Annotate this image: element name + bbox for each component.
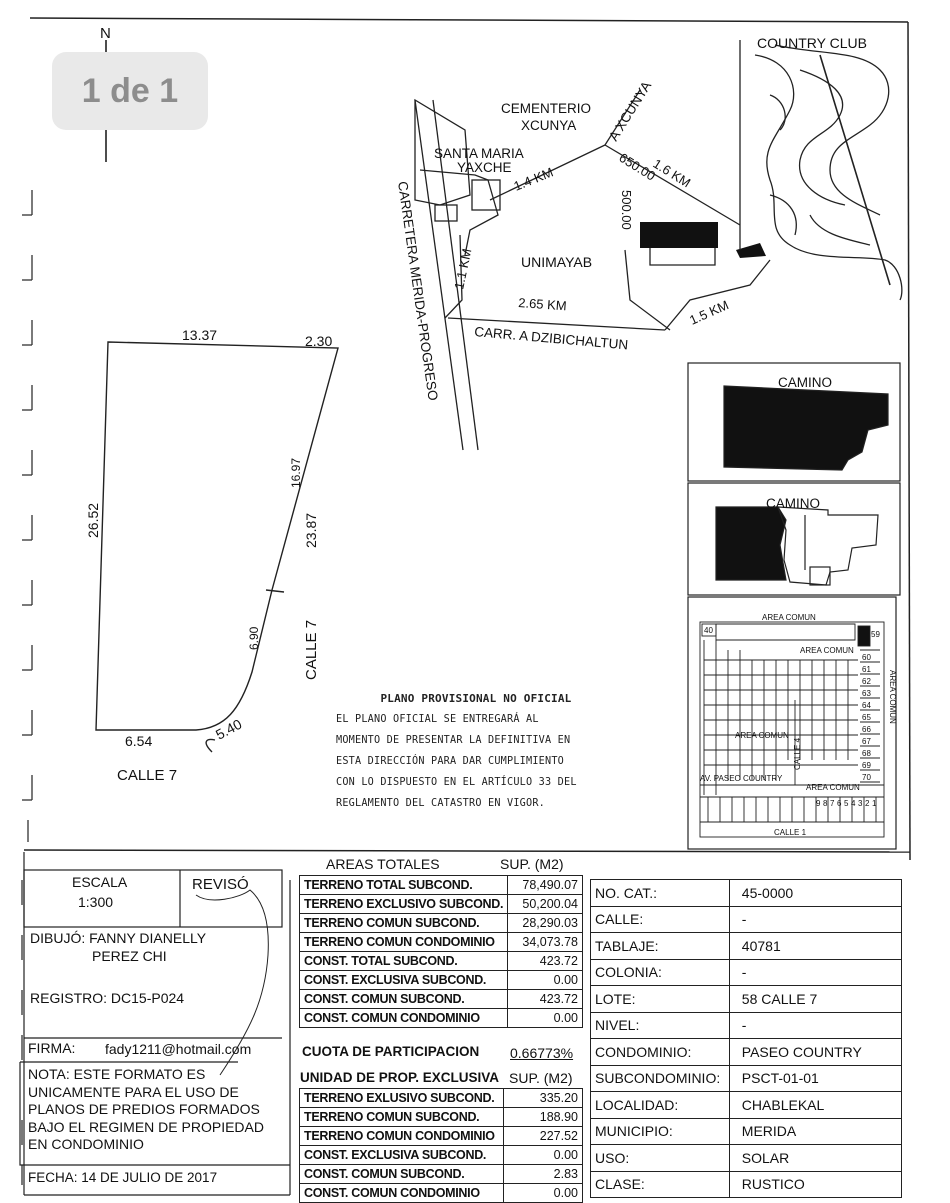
calle-4-label: CALLE 4 <box>793 737 802 770</box>
condo-lot-number: 60 <box>862 653 871 662</box>
street-label-bottom: CALLE 7 <box>117 767 178 784</box>
a-xcunya-label: A XCUNYA <box>605 78 655 144</box>
table-row <box>300 1127 583 1146</box>
unidad-value: 0.00 <box>504 1184 583 1203</box>
unidad-label: CONST. COMUN SUBCOND. <box>300 1165 504 1184</box>
distance-11km: 1.1 KM <box>451 247 475 291</box>
table-row <box>300 971 583 990</box>
catastro-key: USO: <box>591 1145 730 1172</box>
areas-totales-title: AREAS TOTALES <box>326 856 440 872</box>
unidad-title: UNIDAD DE PROP. EXCLUSIVA <box>300 1070 500 1085</box>
catastro-table <box>590 879 902 1198</box>
area-value: 50,200.04 <box>508 895 583 914</box>
calle-1-label: CALLE 1 <box>774 828 807 837</box>
table-row <box>300 876 583 895</box>
area-value: 423.72 <box>508 990 583 1009</box>
condo-lot-number: 8 <box>823 799 828 808</box>
condo-lot-number: 63 <box>862 689 871 698</box>
catastro-key: CLASE: <box>591 1171 730 1198</box>
catastro-key: SUBCONDOMINIO: <box>591 1065 730 1092</box>
catastro-value: - <box>729 1012 901 1039</box>
condominium-layout <box>700 622 884 837</box>
condo-lot-number: 5 <box>844 799 849 808</box>
dimension-right-total: 23.87 <box>303 512 319 548</box>
catastro-value: - <box>729 906 901 933</box>
area-label: CONST. TOTAL SUBCOND. <box>300 952 508 971</box>
dibujo-label: DIBUJÓ: FANNY DIANELLY <box>30 930 207 946</box>
area-label: TERRENO COMUN SUBCOND. <box>300 914 508 933</box>
notice-line: EL PLANO OFICIAL SE ENTREGARÁ AL <box>336 714 539 725</box>
notice-title: PLANO PROVISIONAL NO OFICIAL <box>380 692 572 705</box>
av-paseo-country: AV. PASEO COUNTRY <box>700 774 783 783</box>
unimayab-label: UNIMAYAB <box>521 254 593 270</box>
unidad-label: CONST. COMUN CONDOMINIO <box>300 1184 504 1203</box>
nota-line: PLANOS DE PREDIOS FORMADOS <box>28 1101 260 1118</box>
area-value: 28,290.03 <box>508 914 583 933</box>
xcunya-label: XCUNYA <box>521 118 577 133</box>
distance-650: 650.00 <box>616 149 659 184</box>
notice-line: MOMENTO DE PRESENTAR LA DEFINITIVA EN <box>336 735 571 746</box>
north-label: N <box>100 25 111 42</box>
distance-16km: 1.6 KM <box>650 155 694 191</box>
catastro-key: MUNICIPIO: <box>591 1118 730 1145</box>
camino-label-1: CAMINO <box>778 375 832 390</box>
table-row <box>591 1145 902 1172</box>
cuota-label: CUOTA DE PARTICIPACION <box>302 1044 480 1059</box>
table-row <box>591 1012 902 1039</box>
table-row <box>300 1165 583 1184</box>
table-row <box>300 990 583 1009</box>
areas-totales-table <box>299 875 583 1028</box>
unidad-value: 2.83 <box>504 1165 583 1184</box>
catastro-value: PASEO COUNTRY <box>729 1039 901 1066</box>
table-row <box>300 1009 583 1028</box>
catastro-key: LOTE: <box>591 986 730 1013</box>
firma-label: FIRMA: <box>28 1040 76 1056</box>
catastro-value: SOLAR <box>729 1145 901 1172</box>
table-row <box>591 933 902 960</box>
condo-lot-number: 69 <box>862 761 871 770</box>
lot-polygon <box>96 342 338 752</box>
area-label: TERRENO TOTAL SUBCOND. <box>300 876 508 895</box>
condo-lot-number: 9 <box>816 799 821 808</box>
firma-email: fady1211@hotmail.com <box>105 1041 252 1057</box>
yaxche-label: YAXCHE <box>457 160 512 175</box>
unidad-label: TERRENO COMUN SUBCOND. <box>300 1108 504 1127</box>
area-label: TERRENO COMUN CONDOMINIO <box>300 933 508 952</box>
table-row <box>591 1092 902 1119</box>
area-value: 423.72 <box>508 952 583 971</box>
dimension-top-2: 2.30 <box>305 333 333 349</box>
unidad-value: 227.52 <box>504 1127 583 1146</box>
area-label: CONST. EXCLUSIVA SUBCOND. <box>300 971 508 990</box>
reviso-label: REVISÓ <box>192 876 249 893</box>
fecha-label: FECHA: 14 DE JULIO DE 2017 <box>28 1170 218 1185</box>
nota-line: NOTA: ESTE FORMATO ES <box>28 1066 206 1082</box>
table-row <box>591 906 902 933</box>
condo-lot-number: 61 <box>862 665 871 674</box>
unidad-value: 335.20 <box>504 1089 583 1108</box>
catastro-value: 40781 <box>729 933 901 960</box>
catastro-value: PSCT-01-01 <box>729 1065 901 1092</box>
table-row <box>591 1039 902 1066</box>
area-label: CONST. COMUN CONDOMINIO <box>300 1009 508 1028</box>
escala-label: ESCALA <box>72 874 128 890</box>
areas-totales-unit: SUP. (M2) <box>500 856 564 872</box>
condo-lot-number: 65 <box>862 713 871 722</box>
catastro-key: LOCALIDAD: <box>591 1092 730 1119</box>
condo-lot-number: 66 <box>862 725 871 734</box>
dimension-right-sub: 16.97 <box>289 457 303 488</box>
area-value: 0.00 <box>508 1009 583 1028</box>
condo-lot-number: 62 <box>862 677 871 686</box>
catastro-key: CONDOMINIO: <box>591 1039 730 1066</box>
catastro-key: NO. CAT.: <box>591 880 730 907</box>
area-value: 78,490.07 <box>508 876 583 895</box>
unidad-unit: SUP. (M2) <box>509 1070 573 1086</box>
notice-line: REGLAMENTO DEL CATASTRO EN VIGOR. <box>336 798 546 809</box>
carretera-merida-progreso-label: CARRETERA MERIDA-PROGRESO <box>395 180 441 402</box>
nota-line: BAJO EL REGIMEN DE PROPIEDAD <box>28 1118 264 1135</box>
unidad-table <box>299 1088 583 1203</box>
cementerio-label: CEMENTERIO <box>501 101 592 116</box>
area-comun-b: AREA COMUN <box>806 783 860 792</box>
unidad-value: 0.00 <box>504 1146 583 1165</box>
notice-line: ESTA DIRECCIÓN PARA DAR CUMPLIMIENTO <box>336 756 565 767</box>
street-label-side: CALLE 7 <box>303 619 320 680</box>
table-row <box>591 1171 902 1198</box>
table-row <box>591 1065 902 1092</box>
table-row <box>300 1108 583 1127</box>
area-comun-right: AREA COMUN <box>888 670 897 724</box>
catastro-value: 45-0000 <box>729 880 901 907</box>
area-label: TERRENO EXCLUSIVO SUBCOND. <box>300 895 508 914</box>
area-value: 0.00 <box>508 971 583 990</box>
nota-line: UNICAMENTE PARA EL USO DE <box>28 1083 239 1100</box>
distance-14km: 1.4 KM <box>511 164 556 194</box>
table-row <box>591 986 902 1013</box>
unidad-value: 188.90 <box>504 1108 583 1127</box>
table-row <box>591 880 902 907</box>
dimension-right-low: 6.90 <box>247 626 261 650</box>
area-comun-mid: AREA COMUN <box>800 646 854 655</box>
table-row <box>591 959 902 986</box>
condo-lot-number: 6 <box>837 799 842 808</box>
condo-lot-number: 1 <box>872 799 877 808</box>
table-row <box>300 914 583 933</box>
catastro-key: CALLE: <box>591 906 730 933</box>
condo-lot-number: 3 <box>858 799 863 808</box>
dimension-bottom: 6.54 <box>125 733 153 749</box>
catastro-value: MERIDA <box>729 1118 901 1145</box>
dimension-curve: 5.40 <box>212 715 245 743</box>
area-label: CONST. COMUN SUBCOND. <box>300 990 508 1009</box>
catastro-key: TABLAJE: <box>591 933 730 960</box>
catastro-value: - <box>729 959 901 986</box>
carr-dzibichaltun-label: CARR. A DZIBICHALTUN <box>473 324 629 353</box>
dimension-top-1: 13.37 <box>182 327 218 343</box>
lot-dimensions <box>85 327 332 784</box>
dimension-left: 26.52 <box>85 502 101 538</box>
table-row <box>591 1118 902 1145</box>
escala-value: 1:300 <box>78 894 114 910</box>
condo-lot-number: 64 <box>862 701 871 710</box>
distance-15km: 1.5 KM <box>687 297 731 328</box>
country-club-label: COUNTRY CLUB <box>757 35 867 51</box>
catastro-value: 58 CALLE 7 <box>729 986 901 1013</box>
condo-lot-number: 68 <box>862 749 871 758</box>
table-row <box>300 933 583 952</box>
provisional-notice <box>336 688 616 814</box>
unidad-label: CONST. EXCLUSIVA SUBCOND. <box>300 1146 504 1165</box>
condo-lot-number: 70 <box>862 773 871 782</box>
unidad-label: TERRENO COMUN CONDOMINIO <box>300 1127 504 1146</box>
nota-block <box>28 1066 264 1154</box>
catastro-key: COLONIA: <box>591 959 730 986</box>
distance-265km: 2.65 KM <box>517 295 568 314</box>
lot-40: 40 <box>704 626 713 635</box>
area-value: 34,073.78 <box>508 933 583 952</box>
santa-maria-label: SANTA MARIA <box>434 146 524 161</box>
dibujo-name: PEREZ CHI <box>92 948 167 964</box>
catastro-value: RUSTICO <box>729 1171 901 1198</box>
catastro-value: CHABLEKAL <box>729 1092 901 1119</box>
table-row <box>300 1089 583 1108</box>
cuota-value: 0.66773% <box>510 1045 574 1061</box>
condo-lot-number: 67 <box>862 737 871 746</box>
table-row <box>300 895 583 914</box>
nota-line: EN CONDOMINIO <box>28 1136 144 1153</box>
table-row <box>300 952 583 971</box>
condo-lot-number: 2 <box>865 799 870 808</box>
camino-label-2: CAMINO <box>766 496 820 511</box>
unidad-label: TERRENO EXLUSIVO SUBCOND. <box>300 1089 504 1108</box>
lot-59: 59 <box>871 630 880 639</box>
condominium-layout-labels <box>700 613 897 837</box>
notice-line: CON LO DISPUESTO EN EL ARTÍCULO 33 DEL <box>336 777 577 788</box>
registro-label: REGISTRO: DC15-P024 <box>30 990 185 1006</box>
condo-lot-number: 7 <box>830 799 835 808</box>
page-counter-badge[interactable]: 1 de 1 <box>52 52 208 130</box>
area-comun-low: AREA COMUN <box>735 731 789 740</box>
distance-500: 500.00 <box>619 190 634 230</box>
table-row <box>300 1146 583 1165</box>
catastro-key: NIVEL: <box>591 1012 730 1039</box>
area-comun-top: AREA COMUN <box>762 613 816 622</box>
condo-lot-number: 4 <box>851 799 856 808</box>
